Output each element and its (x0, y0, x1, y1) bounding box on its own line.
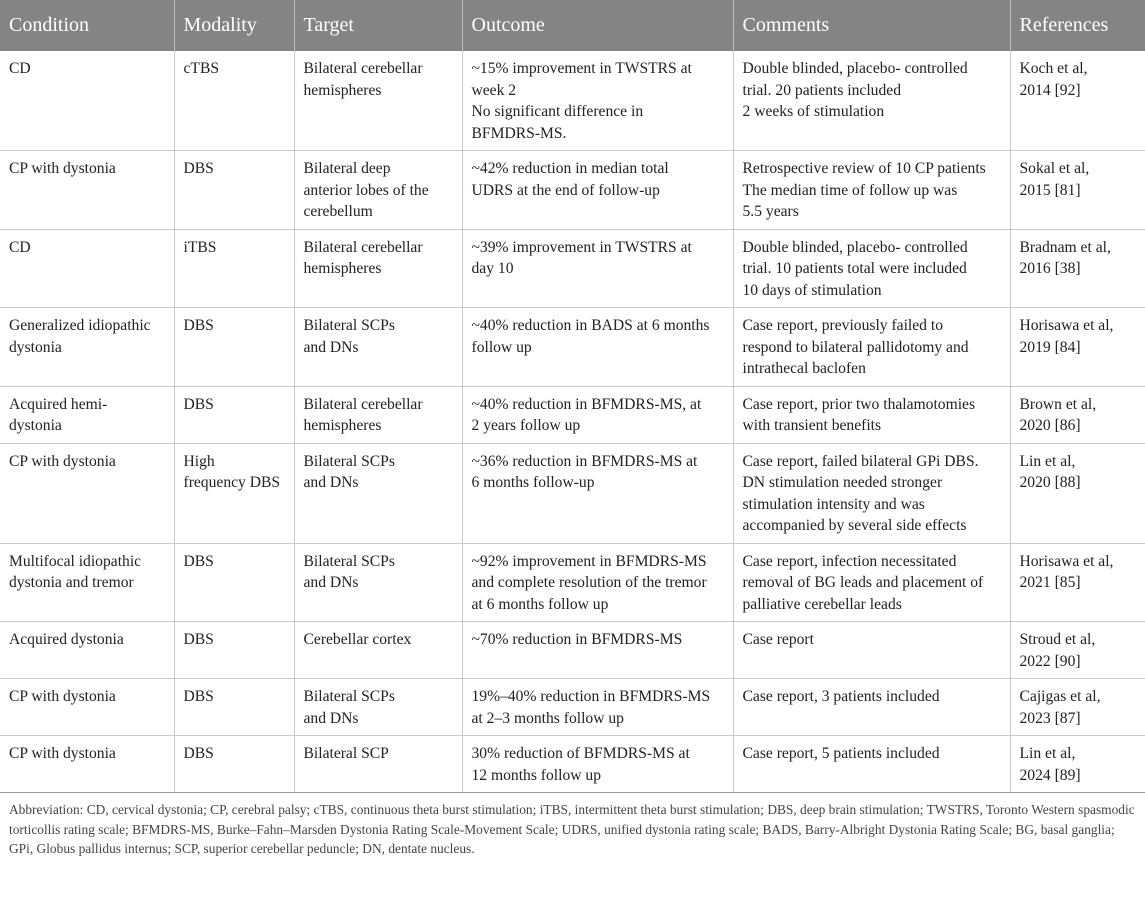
condition-cell: CP with dystonia (0, 151, 174, 230)
comments-cell: Case report, previously failed to respond to bilateral pallidotomy and intrathecal baclofen (733, 308, 1010, 387)
modality-cell: High frequency DBS (174, 443, 294, 543)
outcome-cell: ~40% reduction in BADS at 6 months follow up (462, 308, 733, 387)
table-row (0, 229, 1145, 308)
target-cell: Bilateral SCPs and DNs (294, 543, 462, 622)
modality-cell: DBS (174, 679, 294, 736)
condition-cell: CP with dystonia (0, 679, 174, 736)
modality-cell: DBS (174, 386, 294, 443)
modality-cell: iTBS (174, 229, 294, 308)
outcome-cell: ~70% reduction in BFMDRS-MS (462, 622, 733, 679)
outcome-cell: ~39% improvement in TWSTRS at day 10 (462, 229, 733, 308)
references-cell: Lin et al, 2020 [88] (1010, 443, 1145, 543)
references-cell: Bradnam et al, 2016 [38] (1010, 229, 1145, 308)
condition-cell: Acquired dystonia (0, 622, 174, 679)
table-row (0, 622, 1145, 679)
table-row (0, 543, 1145, 622)
header-references: References (1010, 0, 1145, 51)
comments-cell: Double blinded, placebo- controlled trial. 10 patients total were included 10 days of stimulation (733, 229, 1010, 308)
table-row (0, 679, 1145, 736)
comments-cell: Case report, 3 patients included (733, 679, 1010, 736)
references-cell: Horisawa et al, 2019 [84] (1010, 308, 1145, 387)
condition-cell: CD (0, 51, 174, 151)
modality-cell: DBS (174, 622, 294, 679)
comments-cell: Retrospective review of 10 CP patients The median time of follow up was 5.5 years (733, 151, 1010, 230)
condition-cell: CP with dystonia (0, 443, 174, 543)
references-cell: Stroud et al, 2022 [90] (1010, 622, 1145, 679)
modality-cell: DBS (174, 151, 294, 230)
target-cell: Bilateral cerebellar hemispheres (294, 229, 462, 308)
references-cell: Horisawa et al, 2021 [85] (1010, 543, 1145, 622)
comments-cell: Case report, 5 patients included (733, 736, 1010, 793)
target-cell: Cerebellar cortex (294, 622, 462, 679)
target-cell: Bilateral SCPs and DNs (294, 443, 462, 543)
comments-cell: Case report, prior two thalamotomies with transient benefits (733, 386, 1010, 443)
outcome-cell: ~15% improvement in TWSTRS at week 2 No significant difference in BFMDRS-MS. (462, 51, 733, 151)
header-modality: Modality (174, 0, 294, 51)
comments-cell: Case report, failed bilateral GPi DBS. DN stimulation needed stronger stimulation intensity and was accompanied by several side effects (733, 443, 1010, 543)
modality-cell: DBS (174, 736, 294, 793)
outcome-cell: 19%–40% reduction in BFMDRS-MS at 2–3 months follow up (462, 679, 733, 736)
table-row (0, 151, 1145, 230)
condition-cell: Acquired hemi- dystonia (0, 386, 174, 443)
table-body (0, 51, 1145, 793)
table-row (0, 386, 1145, 443)
references-cell: Cajigas et al, 2023 [87] (1010, 679, 1145, 736)
target-cell: Bilateral SCPs and DNs (294, 679, 462, 736)
references-cell: Sokal et al, 2015 [81] (1010, 151, 1145, 230)
table-row (0, 736, 1145, 793)
references-cell: Lin et al, 2024 [89] (1010, 736, 1145, 793)
target-cell: Bilateral SCPs and DNs (294, 308, 462, 387)
references-cell: Koch et al, 2014 [92] (1010, 51, 1145, 151)
table-footnote: Abbreviation: CD, cervical dystonia; CP, cerebral palsy; cTBS, continuous theta burst stimulation; iTBS, intermittent theta burst stimulation; DBS, deep brain stimulation; TWSTRS, Toronto Western spasmodic torticollis rating scale; BFMDRS-MS, Burke–Fahn–Marsden Dystonia Rating Scale-Movement Scale; UDRS, unified dystonia rating scale; BADS, Barry-Albright Dystonia Rating Scale; BG, basal ganglia; GPi, Globus pallidus internus; SCP, superior cerebellar peduncle; DN, dentate nucleus. (9, 802, 1135, 856)
header-target: Target (294, 0, 462, 51)
table-row (0, 51, 1145, 151)
condition-cell: Multifocal idiopathic dystonia and tremor (0, 543, 174, 622)
header-condition: Condition (9, 13, 90, 36)
table-row (0, 443, 1145, 543)
target-cell: Bilateral cerebellar hemispheres (294, 386, 462, 443)
condition-cell: Generalized idiopathic dystonia (0, 308, 174, 387)
comments-cell: Case report, infection necessitated removal of BG leads and placement of palliative cerebellar leads (733, 543, 1010, 622)
outcome-cell: 30% reduction of BFMDRS-MS at 12 months follow up (462, 736, 733, 793)
comments-cell: Double blinded, placebo- controlled trial. 20 patients included 2 weeks of stimulation (733, 51, 1010, 151)
header-row (0, 0, 1145, 51)
modality-cell: cTBS (174, 51, 294, 151)
target-cell: Bilateral deep anterior lobes of the cerebellum (294, 151, 462, 230)
target-cell: Bilateral SCP (294, 736, 462, 793)
condition-cell: CP with dystonia (0, 736, 174, 793)
target-cell: Bilateral cerebellar hemispheres (294, 51, 462, 151)
outcome-cell: ~92% improvement in BFMDRS-MS and complete resolution of the tremor at 6 months follow up (462, 543, 733, 622)
header-comments: Comments (733, 0, 1010, 51)
header-outcome: Outcome (462, 0, 733, 51)
outcome-cell: ~42% reduction in median total UDRS at the end of follow-up (462, 151, 733, 230)
comments-cell: Case report (733, 622, 1010, 679)
outcome-cell: ~36% reduction in BFMDRS-MS at 6 months follow-up (462, 443, 733, 543)
table-row (0, 308, 1145, 387)
condition-cell: CD (0, 229, 174, 308)
modality-cell: DBS (174, 308, 294, 387)
references-cell: Brown et al, 2020 [86] (1010, 386, 1145, 443)
outcome-cell: ~40% reduction in BFMDRS-MS, at 2 years follow up (462, 386, 733, 443)
table-header (0, 0, 1145, 51)
modality-cell: DBS (174, 543, 294, 622)
